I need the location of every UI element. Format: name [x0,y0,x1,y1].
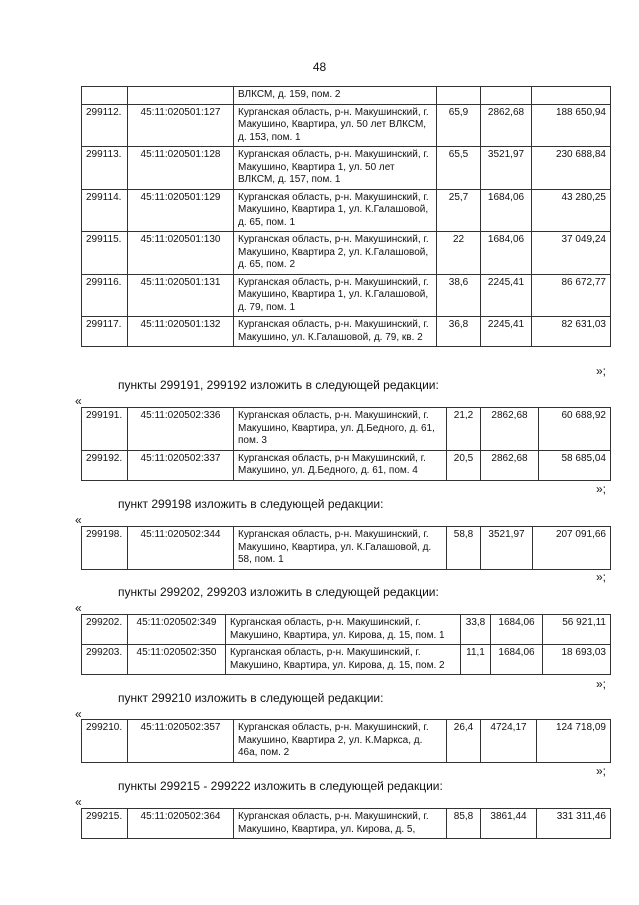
close-quote: »; [596,482,607,496]
close-quote: »; [596,364,607,378]
paragraph: пункты 299191, 299192 изложить в следующей редакции: [118,378,439,392]
table-row [82,645,611,675]
table-row [82,450,611,480]
total-value: 207 091,66 [533,527,611,570]
table-row [82,720,611,763]
paragraph: пункт 299198 изложить в следующей редакции: [118,497,384,511]
row-number: 299215. [82,809,128,839]
total-value: 82 631,03 [532,317,611,347]
address: Курганская область, р-н. Макушинский, г. Макушино, Квартира, ул. Кирова, д. 15, пом. 1 [226,615,461,645]
table-amend-4 [81,719,611,763]
cadastral-number: 45:11:020501:127 [128,104,234,147]
total-value: 230 688,84 [532,147,611,190]
table-row [82,274,611,317]
address: Курганская область, р-н. Макушинский, г. Макушино, Квартира 2, ул. К.Маркса, д. 46а, пом. 2 [234,720,447,763]
table-row [82,615,611,645]
cadastral-number: 45:11:020502:336 [128,408,234,451]
area: 85,8 [447,809,481,839]
area: 58,8 [447,527,481,570]
table-row [82,87,611,105]
table-row [82,104,611,147]
page-number: 48 [312,60,327,74]
close-quote: »; [596,764,607,778]
area: 36,8 [437,317,481,347]
table-amend-3 [81,614,611,675]
cadastral-number: 45:11:020502:357 [128,720,234,763]
unit-price: 3521,97 [481,147,532,190]
unit-price: 2862,68 [481,450,539,480]
row-number: 299112. [82,104,128,147]
area: 20,5 [447,450,481,480]
area: 33,8 [461,615,491,645]
address: Курганская область, р-н. Макушинский, г. Макушино, Квартира, ул. Кирова, д. 15, пом. 2 [226,645,461,675]
area: 25,7 [437,189,481,232]
total-value: 331 311,46 [537,809,611,839]
unit-price: 2245,41 [481,317,532,347]
open-quote: « [75,513,82,527]
row-number: 299191. [82,408,128,451]
address: Курганская область, р-н. Макушинский, г. Макушино, ул. К.Галашовой, д. 79, кв. 2 [234,317,437,347]
cadastral-number [128,87,234,105]
total-value: 56 921,11 [543,615,611,645]
row-number: 299115. [82,232,128,275]
cadastral-number: 45:11:020501:129 [128,189,234,232]
open-quote: « [75,795,82,809]
open-quote: « [75,707,82,721]
unit-price: 2862,68 [481,104,532,147]
close-quote: »; [596,677,607,691]
area: 65,5 [437,147,481,190]
total-value: 124 718,09 [537,720,611,763]
total-value: 43 280,25 [532,189,611,232]
table-amend-5 [81,808,611,839]
cadastral-number: 45:11:020502:350 [128,645,226,675]
area: 21,2 [447,408,481,451]
total-value: 18 693,03 [543,645,611,675]
address: Курганская область, р-н. Макушинский, г. Макушино, Квартира 2, ул. К.Галашовой, д. 65, пом. 2 [234,232,437,275]
address: ВЛКСМ, д. 159, пом. 2 [234,87,437,105]
row-number: 299116. [82,274,128,317]
unit-price: 1684,06 [481,232,532,275]
address: Курганская область, р-н. Макушинский, г. Макушино, Квартира, ул. К.Галашовой, д. 58, пом. 1 [234,527,447,570]
address: Курганская область, р-н. Макушинский, г. Макушино, Квартира 1, ул. 50 лет ВЛКСМ, д. 157, пом. 1 [234,147,437,190]
cadastral-number: 45:11:020501:132 [128,317,234,347]
table-row [82,809,611,839]
paragraph: пункт 299210 изложить в следующей редакции: [118,691,384,705]
area: 22 [437,232,481,275]
paragraph: пункты 299202, 299203 изложить в следующей редакции: [118,585,439,599]
area: 38,6 [437,274,481,317]
table-amend-2 [81,526,611,570]
area: 11,1 [461,645,491,675]
cadastral-number: 45:11:020502:344 [128,527,234,570]
address: Курганская область, р-н. Макушинский, г. Макушино, Квартира, ул. 50 лет ВЛКСМ, д. 153, пом. 1 [234,104,437,147]
table-row [82,317,611,347]
total-value: 60 688,92 [539,408,611,451]
cadastral-number: 45:11:020502:337 [128,450,234,480]
address: Курганская область, р-н. Макушинский, г. Макушино, Квартира 1, ул. К.Галашовой, д. 65, пом. 1 [234,189,437,232]
row-number: 299198. [82,527,128,570]
unit-price: 1684,06 [491,645,543,675]
row-number: 299192. [82,450,128,480]
cadastral-number: 45:11:020501:130 [128,232,234,275]
unit-price: 2245,41 [481,274,532,317]
row-number: 299202. [82,615,128,645]
unit-price: 1684,06 [481,189,532,232]
cadastral-number: 45:11:020502:364 [128,809,234,839]
unit-price: 1684,06 [491,615,543,645]
row-number: 299117. [82,317,128,347]
total-value [532,87,611,105]
address: Курганская область, р-н Макушинский, г. Макушино, ул. Д.Бедного, д. 61, пом. 4 [234,450,447,480]
total-value: 37 049,24 [532,232,611,275]
table-row [82,408,611,451]
total-value: 58 685,04 [539,450,611,480]
unit-price: 2862,68 [481,408,539,451]
row-number: 299203. [82,645,128,675]
table-amend-1 [81,407,611,481]
open-quote: « [75,394,82,408]
address: Курганская область, р-н. Макушинский, г. Макушино, Квартира, ул. Д.Бедного, д. 61, пом. 3 [234,408,447,451]
row-number: 299113. [82,147,128,190]
unit-price: 3521,97 [481,527,533,570]
total-value: 188 650,94 [532,104,611,147]
paragraph: пункты 299215 - 299222 изложить в следующей редакции: [118,779,443,793]
area: 65,9 [437,104,481,147]
cadastral-number: 45:11:020501:128 [128,147,234,190]
address: Курганская область, р-н. Макушинский, г. Макушино, Квартира, ул. Кирова, д. 5, [234,809,447,839]
table-row [82,189,611,232]
table-row [82,147,611,190]
table-main [81,86,611,347]
table-row [82,527,611,570]
unit-price [481,87,532,105]
cadastral-number: 45:11:020501:131 [128,274,234,317]
table-row [82,232,611,275]
row-number: 299210. [82,720,128,763]
unit-price: 4724,17 [481,720,537,763]
unit-price: 3861,44 [481,809,537,839]
cadastral-number: 45:11:020502:349 [128,615,226,645]
area [437,87,481,105]
open-quote: « [75,601,82,615]
row-number: 299114. [82,189,128,232]
close-quote: »; [596,570,607,584]
address: Курганская область, р-н. Макушинский, г. Макушино, Квартира 1, ул. К.Галашовой, д. 79, пом. 1 [234,274,437,317]
area: 26,4 [447,720,481,763]
row-number [82,87,128,105]
total-value: 86 672,77 [532,274,611,317]
